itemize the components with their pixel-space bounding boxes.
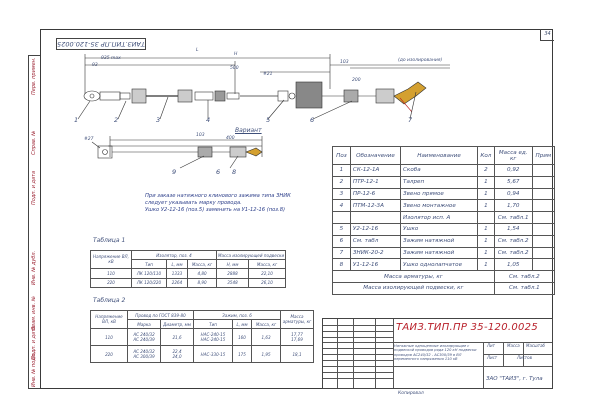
mass-cell: См. табл.2: [494, 247, 532, 259]
qty-cell: 1: [478, 259, 495, 271]
insulator-note: (до изолирования): [398, 58, 443, 63]
mass-cell: 1,54: [494, 223, 532, 235]
top-code-tag: ТАИЗ.ТИП.ПР 35-120.0025: [57, 40, 145, 48]
designation-cell: У1-12-16: [350, 259, 400, 271]
table-1: [90, 250, 286, 288]
table2-cell: 110: [91, 329, 128, 346]
note-cell: [532, 165, 554, 177]
part-label-2: 2: [114, 116, 119, 124]
mass-cell: 1,05: [494, 259, 532, 271]
t1-suspension-header: Масса изолирующей подвески: [217, 251, 286, 260]
note-cell: [532, 259, 554, 271]
parts-row: [333, 235, 555, 247]
qty-cell: 1: [478, 223, 495, 235]
t1-voltage-header: Напряжение ВЛ, кВ: [91, 251, 132, 269]
table2-cell: НАС-330-15: [194, 346, 233, 363]
parts-row: [333, 223, 555, 235]
variant-label: Вариант: [235, 127, 262, 134]
part-label-1: 1: [74, 116, 79, 124]
doc-title: Натяжные одноцепные изолирующие с подвеской проводов ряда 120 кН подвески проводов АС240/32 - АС300/39 в ВЛ переменного напряжения 110 кВ: [394, 344, 477, 362]
variant-dim-400: 400: [226, 136, 235, 141]
pos-cell: [333, 212, 351, 224]
qty-cell: 1: [478, 235, 495, 247]
t1-mass-header: Масса, кг: [188, 260, 217, 269]
designation-cell: У2-12-16: [350, 223, 400, 235]
side-label-4: Инв. № дубл.: [31, 250, 37, 285]
mass-cell: См. табл.1: [494, 212, 532, 224]
name-cell: Ушко однолапчатое: [401, 259, 478, 271]
designation-cell: СК-12-1А: [350, 165, 400, 177]
name-cell: Звено прямое: [401, 188, 478, 200]
note-line-1: При заказе натяжного клинового зажима типа ЗНИК: [145, 193, 291, 199]
table2-cell: 22,4 24,0: [161, 346, 194, 363]
designation-cell: ПТМ-12-3А: [350, 200, 400, 212]
part-label-5: 5: [266, 116, 271, 124]
table2-cell: 220: [91, 346, 128, 363]
table2-cell: АС 240/32 АС 300/39: [128, 346, 161, 363]
table2-cell: 1,95: [252, 346, 281, 363]
side-label-7: Инв. № подл.: [31, 352, 37, 387]
t2-diameter-header: Диаметр, мм: [161, 320, 194, 329]
name-cell: Талреп: [401, 176, 478, 188]
mass-cell: 0,92: [494, 165, 532, 177]
pos-cell: 2: [333, 176, 351, 188]
sheet-number-box: 34: [540, 29, 554, 41]
table1-row: [91, 278, 286, 287]
name-cell: Изолятор исп. А: [401, 212, 478, 224]
col-qty: Кол: [478, 147, 495, 165]
side-label-3: Подп. и дата: [31, 170, 37, 205]
mass-cell: 0,94: [494, 188, 532, 200]
table1-cell: 1333: [167, 269, 188, 278]
col-pos: Поз: [333, 147, 351, 165]
side-label-5: Взам. инв. №: [31, 296, 37, 330]
col-name: Наименование: [401, 147, 478, 165]
t2-voltage-header: Напряжение ВЛ, кВ: [91, 311, 128, 329]
mass-label: Масса: [507, 343, 520, 348]
note-cell: [532, 235, 554, 247]
qty-cell: 1: [478, 247, 495, 259]
scale-label: Масштаб: [526, 343, 546, 348]
designation-cell: [350, 212, 400, 224]
variant-part-6: 6: [216, 168, 221, 176]
note-line-3: Ушко У2-12-16 (поз.5) заменить на У1-12-16 (поз.8): [145, 207, 286, 213]
qty-cell: 1: [478, 188, 495, 200]
variant-part-9: 9: [172, 168, 177, 176]
t2-wire-header: Провод по ГОСТ 839-80: [128, 311, 194, 320]
mass-fittings-value: См. табл.2: [494, 271, 554, 283]
table2-cell: 17,77 17,69: [281, 329, 314, 346]
designation-cell: ЗНИК-20-2: [350, 247, 400, 259]
note-cell: [532, 212, 554, 224]
table1-cell: 220: [91, 278, 132, 287]
parts-row: [333, 212, 555, 224]
designation-cell: ПР-12-6: [350, 188, 400, 200]
table1-cell: ЛК 120/110: [132, 269, 167, 278]
qty-cell: [478, 212, 495, 224]
note-cell: [532, 200, 554, 212]
col-mass: Масса ед. кг: [494, 147, 532, 165]
table2-cell: НАС-240-15 НАС-240-15: [194, 329, 233, 346]
t2-mass-header: Масса, кг: [252, 320, 281, 329]
table1-cell: 2888: [217, 269, 249, 278]
part-label-7: 7: [408, 116, 413, 124]
t2-type-header: Тип: [194, 320, 233, 329]
mass-suspension-value: См. табл.1: [494, 282, 554, 294]
table1-row: [91, 269, 286, 278]
parts-row: [333, 200, 555, 212]
note-cell: [532, 188, 554, 200]
pos-cell: 8: [333, 259, 351, 271]
table2-group-row: [91, 311, 314, 320]
mass-suspension-row: [333, 282, 555, 294]
t1-insulator-header: Изолятор, поз. 4: [132, 251, 217, 260]
parts-table: [332, 146, 555, 295]
dim-H: H: [234, 52, 238, 57]
designation-cell: См. табл: [350, 235, 400, 247]
variant-part-8: 8: [232, 168, 237, 176]
part-label-6: 6: [310, 116, 315, 124]
part-label-3: 3: [156, 116, 161, 124]
table2-title: Таблица 2: [93, 297, 126, 304]
note-cell: [532, 247, 554, 259]
table2-cell: 175: [233, 346, 252, 363]
mass-cell: 1,70: [494, 200, 532, 212]
parts-table-header: [333, 147, 555, 165]
table1-cell: 22,10: [248, 269, 285, 278]
side-label-1: Перв. примен.: [31, 57, 37, 95]
mass-fittings-label: Масса арматуры, кг: [333, 271, 495, 283]
t2-clamp-header: Зажим, поз. 6: [194, 311, 281, 320]
name-cell: Зажим натяжной: [401, 235, 478, 247]
dim-935: 935 max: [101, 56, 121, 61]
t1-type-header: Тип: [132, 260, 167, 269]
table1-cell: 2264: [167, 278, 188, 287]
dim-200: 200: [352, 78, 361, 83]
t2-mass-fittings-header: Масса арматуры, кг: [281, 311, 314, 329]
qty-cell: 2: [478, 165, 495, 177]
note-cell: [532, 223, 554, 235]
copied-label: Копировал: [398, 391, 424, 396]
dim-wire: #21: [263, 72, 273, 77]
table2-cell: 21,6: [161, 329, 194, 346]
dim-500: 500: [230, 66, 239, 71]
t2-brand-header: Марка: [128, 320, 161, 329]
side-label-6: Подп. и дата: [31, 325, 37, 360]
table2-cell: АС 240/32 АС 240/39: [128, 329, 161, 346]
note-cell: [532, 176, 554, 188]
table1-group-row: [91, 251, 286, 260]
table1-cell: 110: [91, 269, 132, 278]
t2-L-header: L, мм: [233, 320, 252, 329]
dim-L: L: [196, 48, 199, 53]
table2-row: [91, 346, 314, 363]
variant-dim-103: 103: [196, 133, 205, 138]
parts-row: [333, 247, 555, 259]
name-cell: Ушко: [401, 223, 478, 235]
parts-row: [333, 165, 555, 177]
sheet-label: Лист: [487, 355, 498, 360]
table2-cell: 18,1: [281, 346, 314, 363]
col-note: Прим: [532, 147, 554, 165]
t1-H-header: H, мм: [217, 260, 249, 269]
doc-code: ТАИЗ.ТИП.ПР 35-120.0025: [396, 322, 538, 333]
designation-cell: ПТР-12-1: [350, 176, 400, 188]
qty-cell: 1: [478, 176, 495, 188]
col-designation: Обозначение: [350, 147, 400, 165]
name-cell: Скоба: [401, 165, 478, 177]
mass-cell: См. табл.2: [494, 235, 532, 247]
mass-fittings-row: [333, 271, 555, 283]
parts-row: [333, 176, 555, 188]
table2-cell: 160: [233, 329, 252, 346]
stage-label: Лит: [487, 343, 495, 348]
t1-mass2-header: Масса, кг: [248, 260, 285, 269]
table2-row: [91, 329, 314, 346]
table1-cell: 8,90: [188, 278, 217, 287]
pos-cell: 6: [333, 235, 351, 247]
dim-93: 93: [92, 63, 98, 68]
name-cell: Зажим натяжной: [401, 247, 478, 259]
table-2: [90, 310, 314, 363]
table1-cell: 4,80: [188, 269, 217, 278]
table1-cell: 26,10: [248, 278, 285, 287]
parts-row: [333, 188, 555, 200]
table2-cell: 1,63: [252, 329, 281, 346]
table1-cell: 3548: [217, 278, 249, 287]
t1-L-header: L, мм: [167, 260, 188, 269]
variant-dim-27: #27: [84, 137, 94, 142]
mass-suspension-label: Масса изолирующей подвески, кг: [333, 282, 495, 294]
dim-103: 103: [340, 60, 349, 65]
pos-cell: 1: [333, 165, 351, 177]
qty-cell: 1: [478, 200, 495, 212]
table1-cell: ЛК 120/220: [132, 278, 167, 287]
sheets-label: Листов: [517, 355, 532, 360]
pos-cell: 4: [333, 200, 351, 212]
mass-cell: 5,67: [494, 176, 532, 188]
pos-cell: 3: [333, 188, 351, 200]
part-label-4: 4: [206, 116, 211, 124]
pos-cell: 5: [333, 223, 351, 235]
parts-row: [333, 259, 555, 271]
side-label-2: Справ. №: [31, 130, 37, 155]
table1-title: Таблица 1: [93, 237, 126, 244]
pos-cell: 7: [333, 247, 351, 259]
note-line-2: следует указывать марку провода.: [145, 200, 242, 206]
company-name: ЗАО "ТАИЗ", г. Тула: [486, 376, 543, 382]
name-cell: Звено монтажное: [401, 200, 478, 212]
